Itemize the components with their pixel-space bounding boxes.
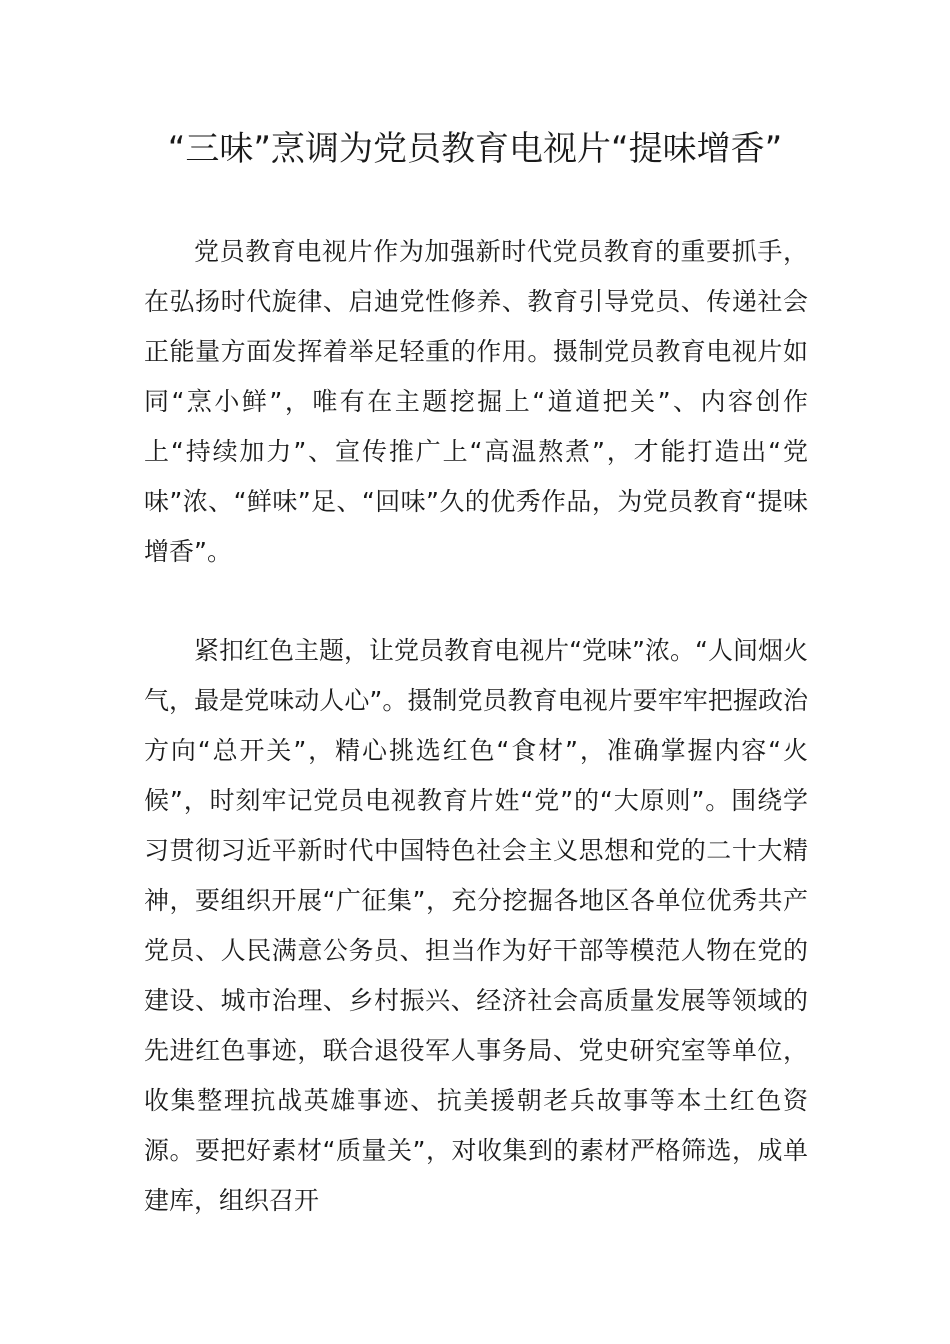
paragraph-intro: 党员教育电视片作为加强新时代党员教育的重要抓手，在弘扬时代旋律、启迪党性修养、教育引导党员、传递社会正能量方面发挥着举足轻重的作用。摄制党员教育电视片如同“烹小鲜”，唯有在主题挖掘上“道道把关”、内容创作上“持续加力”、宣传推广上“高温熬煮”，才能打造出“党味”浓、“鲜味”足、“回味”久的优秀作品，为党员教育“提味增香”。 bbox=[144, 237, 808, 566]
paragraph-red-theme: 紧扣红色主题，让党员教育电视片“党味”浓。“人间烟火气，最是党味动人心”。摄制党员教育电视片要牢牢把握政治方向“总开关”，精心挑选红色“食材”，准确掌握内容“火候”，时刻牢记党员电视教育片姓“党”的“大原则”。围绕学习贯彻习近平新时代中国特色社会主义思想和党的二十大精神，要组织开展“广征集”，充分挖掘各地区各单位优秀共产党员、人民满意公务员、担当作为好干部等模范人物在党的建设、城市治理、乡村振兴、经济社会高质量发展等领域的先进红色事迹，联合退役军人事务局、党史研究室等单位，收集整理抗战英雄事迹、抗美援朝老兵故事等本土红色资源。要把好素材“质量关”，对收集到的素材严格筛选，成单建库，组织召开 bbox=[144, 636, 808, 1215]
document-title: “三味”烹调为党员教育电视片“提味增香” bbox=[167, 129, 783, 169]
